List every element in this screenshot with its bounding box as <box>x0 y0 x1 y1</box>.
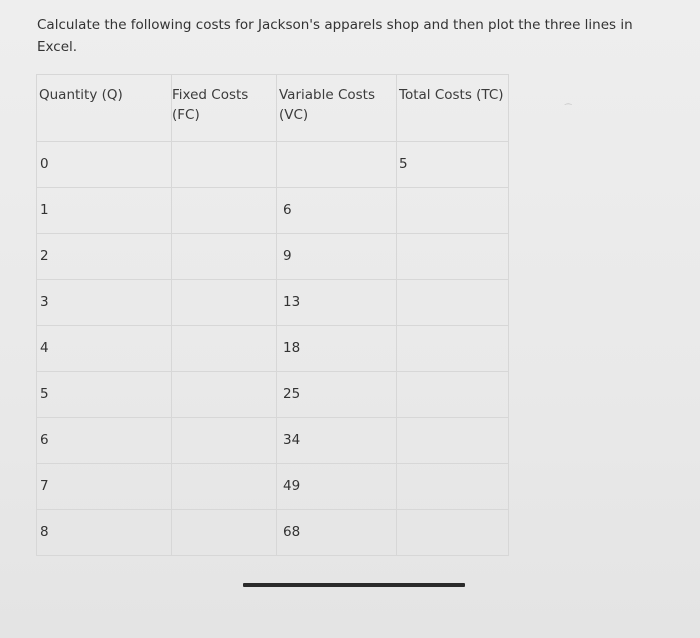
cell-fixed-costs[interactable] <box>172 234 277 280</box>
cell-variable-costs[interactable]: 34 <box>277 418 397 464</box>
header-quantity: Quantity (Q) <box>37 75 172 142</box>
cell-quantity: 3 <box>37 280 172 326</box>
answer-underline <box>243 583 465 587</box>
table-row <box>37 372 509 418</box>
cell-fixed-costs[interactable] <box>172 326 277 372</box>
cell-variable-costs[interactable]: 68 <box>277 510 397 556</box>
cell-quantity: 7 <box>37 464 172 510</box>
table-row <box>37 280 509 326</box>
cell-fixed-costs[interactable] <box>172 188 277 234</box>
cell-variable-costs[interactable]: 6 <box>277 188 397 234</box>
cost-table <box>36 74 509 556</box>
header-fixed-costs: Fixed Costs (FC) <box>172 75 277 142</box>
cell-total-costs[interactable] <box>397 510 509 556</box>
cell-quantity: 1 <box>37 188 172 234</box>
header-total-costs: Total Costs (TC) <box>397 75 509 142</box>
cell-variable-costs[interactable] <box>277 142 397 188</box>
cell-total-costs[interactable] <box>397 418 509 464</box>
cell-fixed-costs[interactable] <box>172 464 277 510</box>
cell-variable-costs[interactable]: 13 <box>277 280 397 326</box>
table-row <box>37 234 509 280</box>
cell-quantity: 8 <box>37 510 172 556</box>
cell-fixed-costs[interactable] <box>172 142 277 188</box>
cell-variable-costs[interactable]: 25 <box>277 372 397 418</box>
table-row <box>37 188 509 234</box>
cell-total-costs[interactable] <box>397 372 509 418</box>
cell-fixed-costs[interactable] <box>172 280 277 326</box>
cell-total-costs[interactable]: 5 <box>397 142 509 188</box>
cost-table-container <box>36 74 509 556</box>
cell-quantity: 5 <box>37 372 172 418</box>
cell-total-costs[interactable] <box>397 464 509 510</box>
cell-total-costs[interactable] <box>397 326 509 372</box>
cell-quantity: 0 <box>37 142 172 188</box>
question-text: Calculate the following costs for Jackson's apparels shop and then plot the three lines in Excel. <box>37 17 633 55</box>
cell-variable-costs[interactable]: 49 <box>277 464 397 510</box>
table-row <box>37 510 509 556</box>
cell-fixed-costs[interactable] <box>172 418 277 464</box>
cell-quantity: 4 <box>37 326 172 372</box>
table-row <box>37 418 509 464</box>
cell-variable-costs[interactable]: 18 <box>277 326 397 372</box>
faint-pen-mark: ⁀ <box>565 104 572 113</box>
cell-quantity: 2 <box>37 234 172 280</box>
cell-quantity: 6 <box>37 418 172 464</box>
table-row <box>37 142 509 188</box>
cell-fixed-costs[interactable] <box>172 510 277 556</box>
header-variable-costs: Variable Costs (VC) <box>277 75 397 142</box>
cell-variable-costs[interactable]: 9 <box>277 234 397 280</box>
table-row <box>37 464 509 510</box>
table-row <box>37 326 509 372</box>
cell-total-costs[interactable] <box>397 280 509 326</box>
cell-fixed-costs[interactable] <box>172 372 277 418</box>
cell-total-costs[interactable] <box>397 234 509 280</box>
cell-total-costs[interactable] <box>397 188 509 234</box>
table-header-row <box>37 75 509 142</box>
